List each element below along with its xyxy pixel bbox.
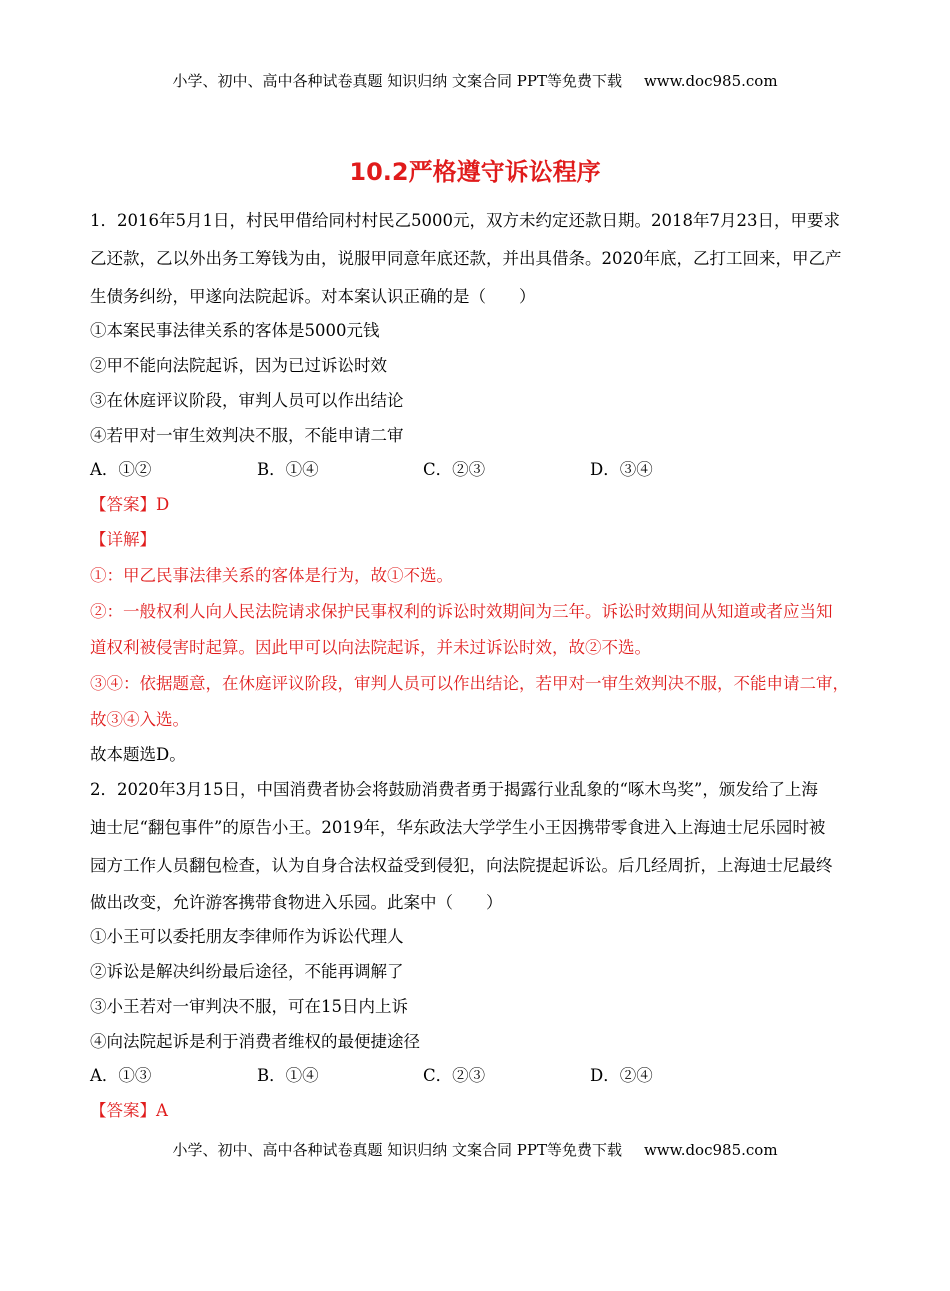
q1-conclusion: 故本题选D。 <box>90 745 186 764</box>
q2-item-2: ②诉讼是解决纠纷最后途径，不能再调解了 <box>90 962 404 981</box>
q1-explanation-3: 道权利被侵害时起算。因此甲可以向法院起诉，并未过诉讼时效，故②不选。 <box>90 638 651 657</box>
q1-explanation-4: ③④：依据题意，在休庭评议阶段，审判人员可以作出结论，若甲对一审生效判决不服，不能申请二审， <box>90 674 849 693</box>
q1-option-c: C．②③ <box>423 460 486 479</box>
q2-option-a: A．①③ <box>90 1066 152 1085</box>
page-footer <box>0 1139 950 1160</box>
q1-item-3: ③在休庭评议阶段，审判人员可以作出结论 <box>90 391 404 410</box>
q2-answer: 【答案】A <box>90 1101 168 1120</box>
q2-item-4: ④向法院起诉是利于消费者维权的最便捷途径 <box>90 1032 420 1051</box>
q1-detail-label: 【详解】 <box>90 530 156 549</box>
q1-answer: 【答案】D <box>90 495 170 514</box>
footer-text: 小学、初中、高中各种试卷真题 知识归纳 文案合同 PPT等免费下载 <box>172 1141 622 1159</box>
q2-item-3: ③小王若对一审判决不服，可在15日内上诉 <box>90 997 408 1016</box>
q1-item-4: ④若甲对一审生效判决不服，不能申请二审 <box>90 426 404 445</box>
q1-explanation-5: 故③④入选。 <box>90 710 189 729</box>
q2-option-c: C．②③ <box>423 1066 486 1085</box>
header-url[interactable]: www.doc985.com <box>643 72 778 90</box>
q2-stem-line-4: 做出改变，允许游客携带食物进入乐园。此案中（ ） <box>90 893 503 912</box>
q1-explanation-2: ②：一般权利人向人民法院请求保护民事权利的诉讼时效期间为三年。诉讼时效期间从知道或者应当知 <box>90 602 833 621</box>
header-text: 小学、初中、高中各种试卷真题 知识归纳 文案合同 PPT等免费下载 <box>172 72 622 90</box>
q2-stem-line-1: 2．2020年3月15日，中国消费者协会将鼓励消费者勇于揭露行业乱象的“啄木鸟奖”，颁发给了上海 <box>90 780 818 799</box>
q1-stem-line-1: 1．2016年5月1日，村民甲借给同村村民乙5000元，双方未约定还款日期。2018年7月23日，甲要求 <box>90 211 840 230</box>
footer-url[interactable]: www.doc985.com <box>643 1141 778 1159</box>
q2-option-d: D．②④ <box>590 1066 653 1085</box>
q1-option-b: B．①④ <box>257 460 319 479</box>
q2-stem-line-3: 园方工作人员翻包检查，认为自身合法权益受到侵犯，向法院提起诉讼。后几经周折，上海迪士尼最终 <box>90 856 833 875</box>
q1-item-2: ②甲不能向法院起诉，因为已过诉讼时效 <box>90 356 387 375</box>
page-title: 10.2严格遵守诉讼程序 <box>349 158 601 186</box>
q1-stem-line-2: 乙还款，乙以外出务工筹钱为由，说服甲同意年底还款，并出具借条。2020年底，乙打工回来，甲乙产 <box>90 249 842 268</box>
q1-item-1: ①本案民事法律关系的客体是5000元钱 <box>90 321 380 340</box>
q1-option-d: D．③④ <box>590 460 653 479</box>
q2-option-b: B．①④ <box>257 1066 319 1085</box>
q1-stem-line-3: 生债务纠纷，甲遂向法院起诉。对本案认识正确的是（ ） <box>90 287 536 306</box>
q1-explanation-1: ①：甲乙民事法律关系的客体是行为，故①不选。 <box>90 566 453 585</box>
page-header <box>0 70 950 91</box>
q1-option-a: A．①② <box>90 460 152 479</box>
q2-item-1: ①小王可以委托朋友李律师作为诉讼代理人 <box>90 927 404 946</box>
q2-stem-line-2: 迪士尼“翻包事件”的原告小王。2019年，华东政法大学学生小王因携带零食进入上海迪士尼乐园时被 <box>90 818 826 837</box>
